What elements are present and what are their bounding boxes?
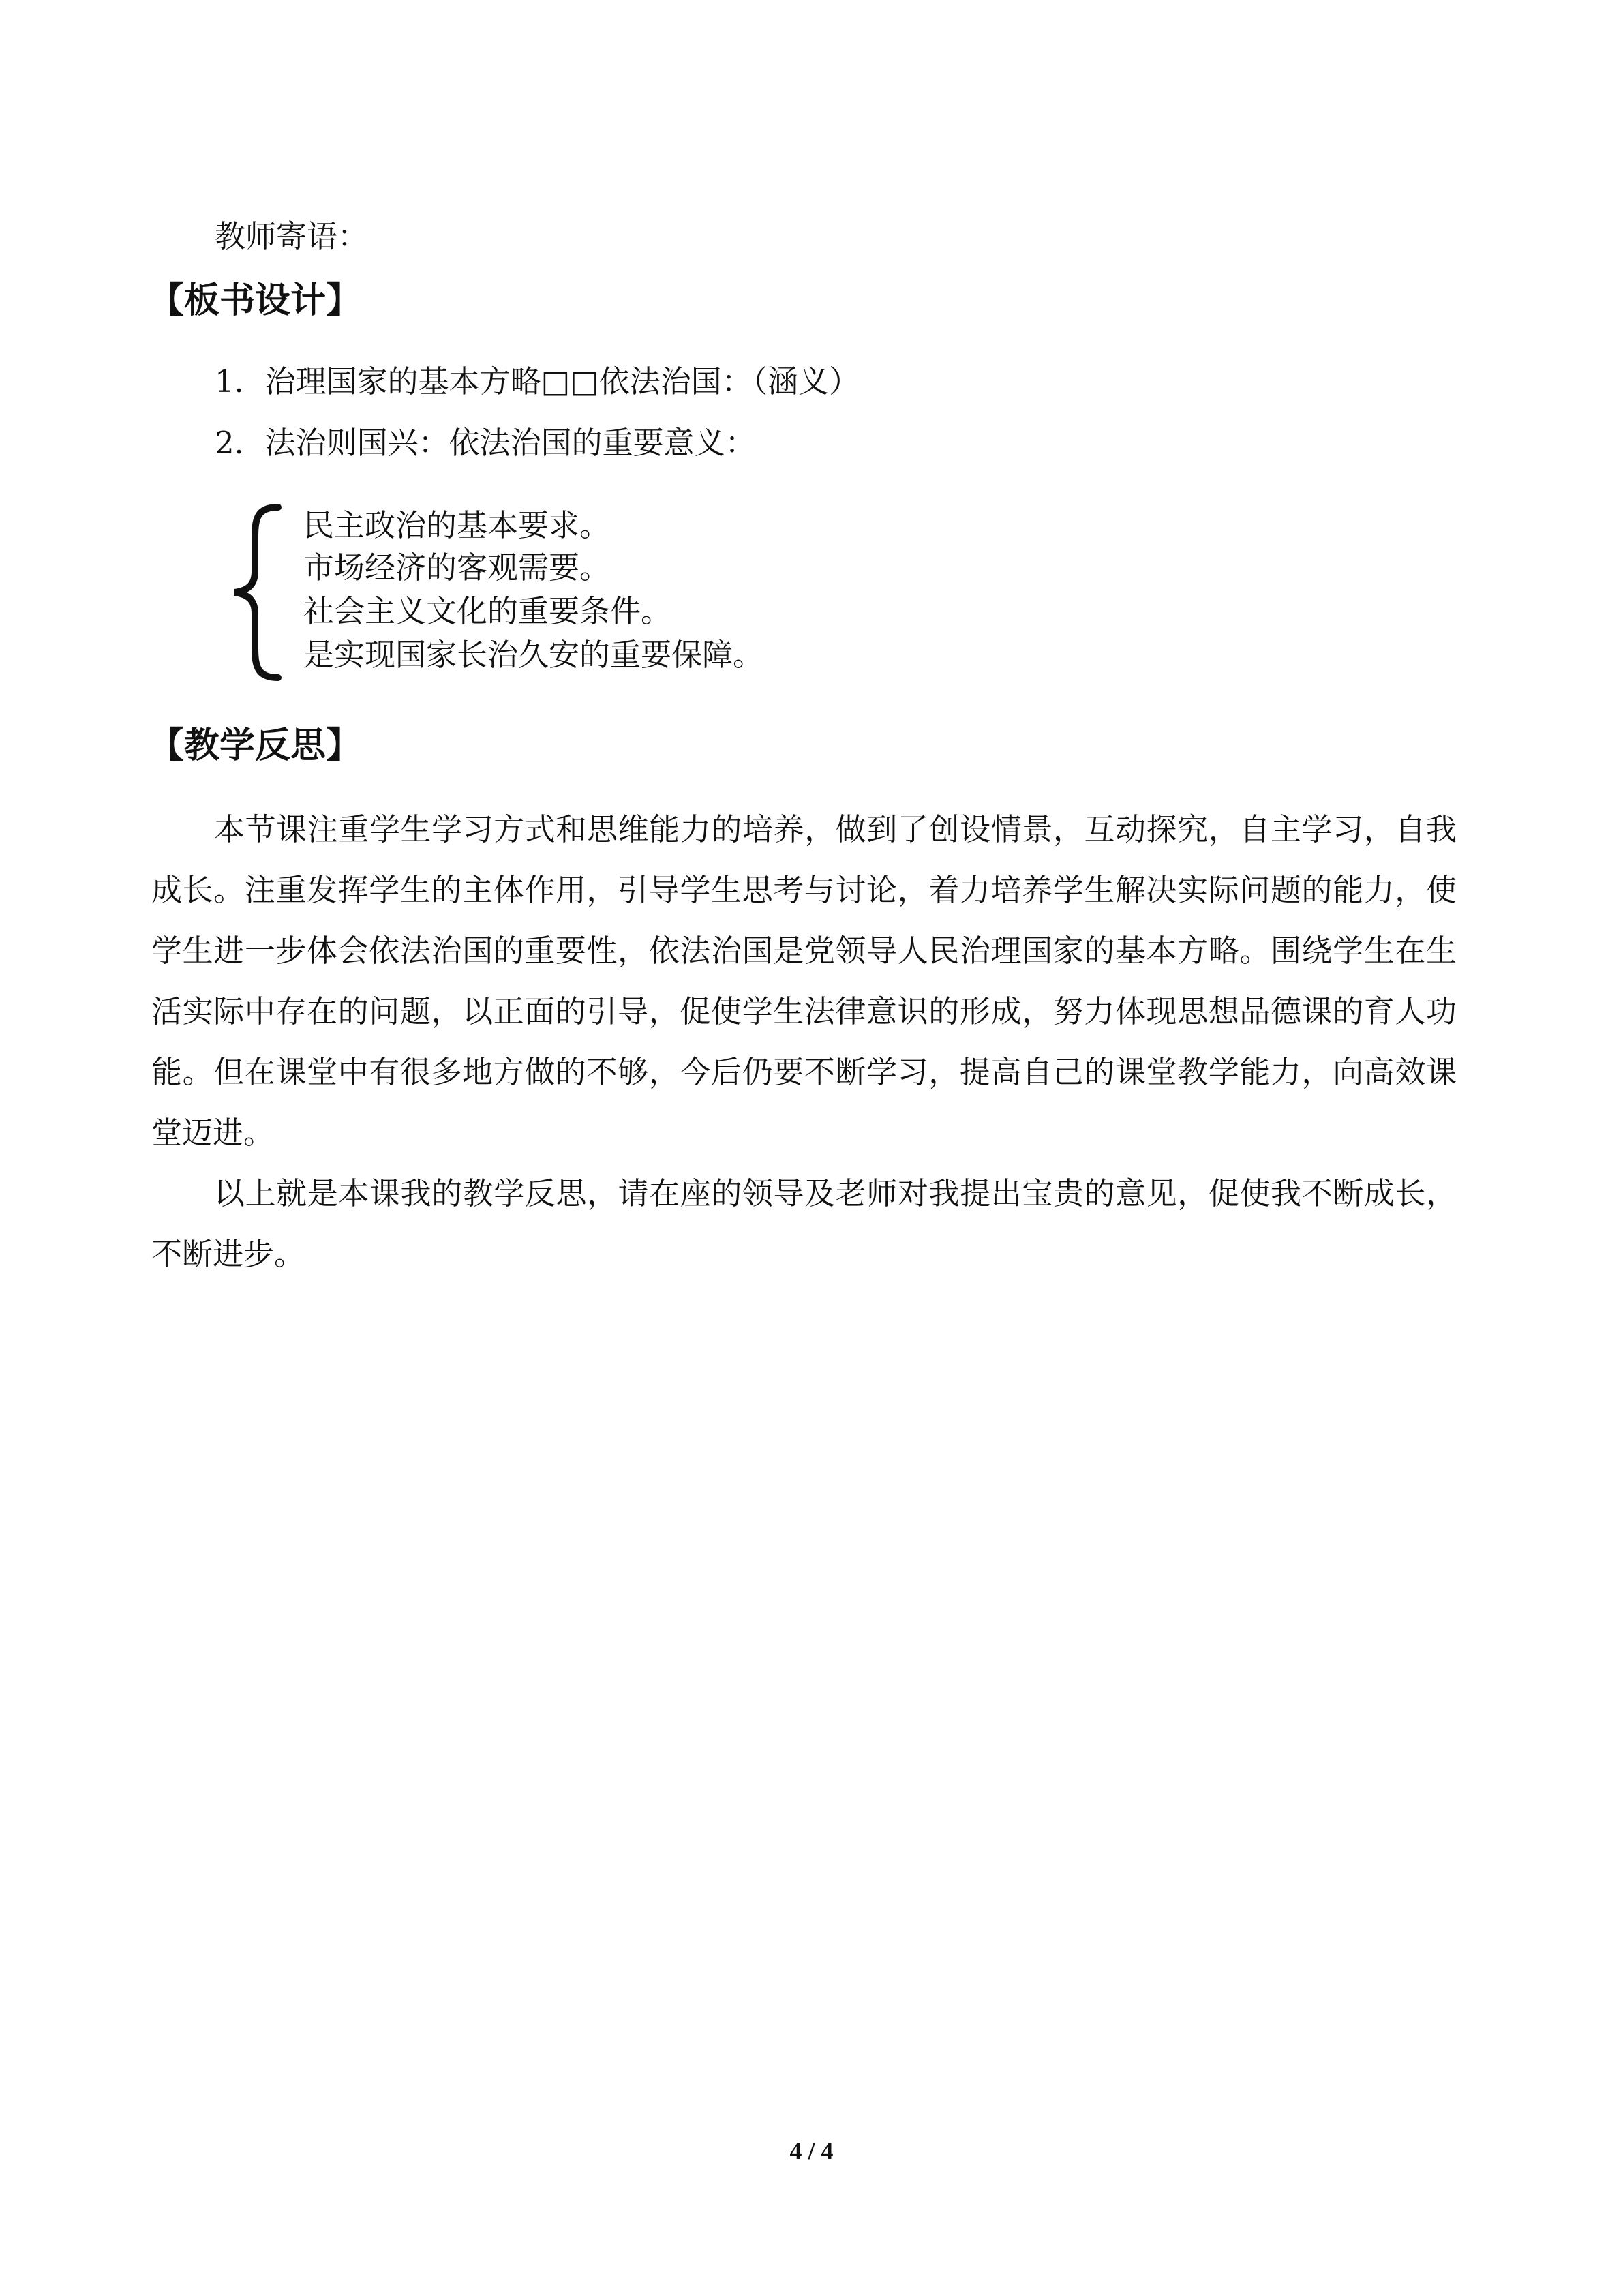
teacher-message-label: 教师寄语： xyxy=(215,218,369,254)
reflection-paragraph: 以上就是本课我的教学反思，请在座的领导及老师对我提出宝贵的意见，促使我不断成长，不断进步。 xyxy=(151,1175,1457,1272)
curly-brace-icon xyxy=(230,503,299,682)
board-design-heading: 【板书设计】 xyxy=(149,280,362,321)
brace-item: 社会主义文化的重要条件。 xyxy=(303,593,672,629)
brace-item: 市场经济的客观需要。 xyxy=(303,549,611,586)
page-number: 4 / 4 xyxy=(789,2137,834,2164)
reflection-paragraph: 本节课注重学生学习方式和思维能力的培养，做到了创设情景，互动探究，自主学习，自我成长。注重发挥学生的主体作用，引导学生思考与讨论，着力培养学生解决实际问题的能力，使学生进一步体会依法治国的重要性，依法治国是党领导人民治理国家的基本方略。围绕学生在生活实际中存在的问题，以正面的引导，促使学生法律意识的形成，努力体现思想品德课的育人功能。但在课堂中有很多地方做的不够，今后仍要不断学习，提高自己的课堂教学能力，向高效课堂迈进。 xyxy=(151,811,1457,1151)
board-item-2: 2．法治则国兴：依法治国的重要意义： xyxy=(215,425,756,461)
reflection-heading: 【教学反思】 xyxy=(149,725,362,766)
brace-item: 是实现国家长治久安的重要保障。 xyxy=(303,637,764,673)
brace-item: 民主政治的基本要求。 xyxy=(303,507,611,543)
board-item-1: 1．治理国家的基本方略□□依法治国：（涵义） xyxy=(215,363,860,399)
